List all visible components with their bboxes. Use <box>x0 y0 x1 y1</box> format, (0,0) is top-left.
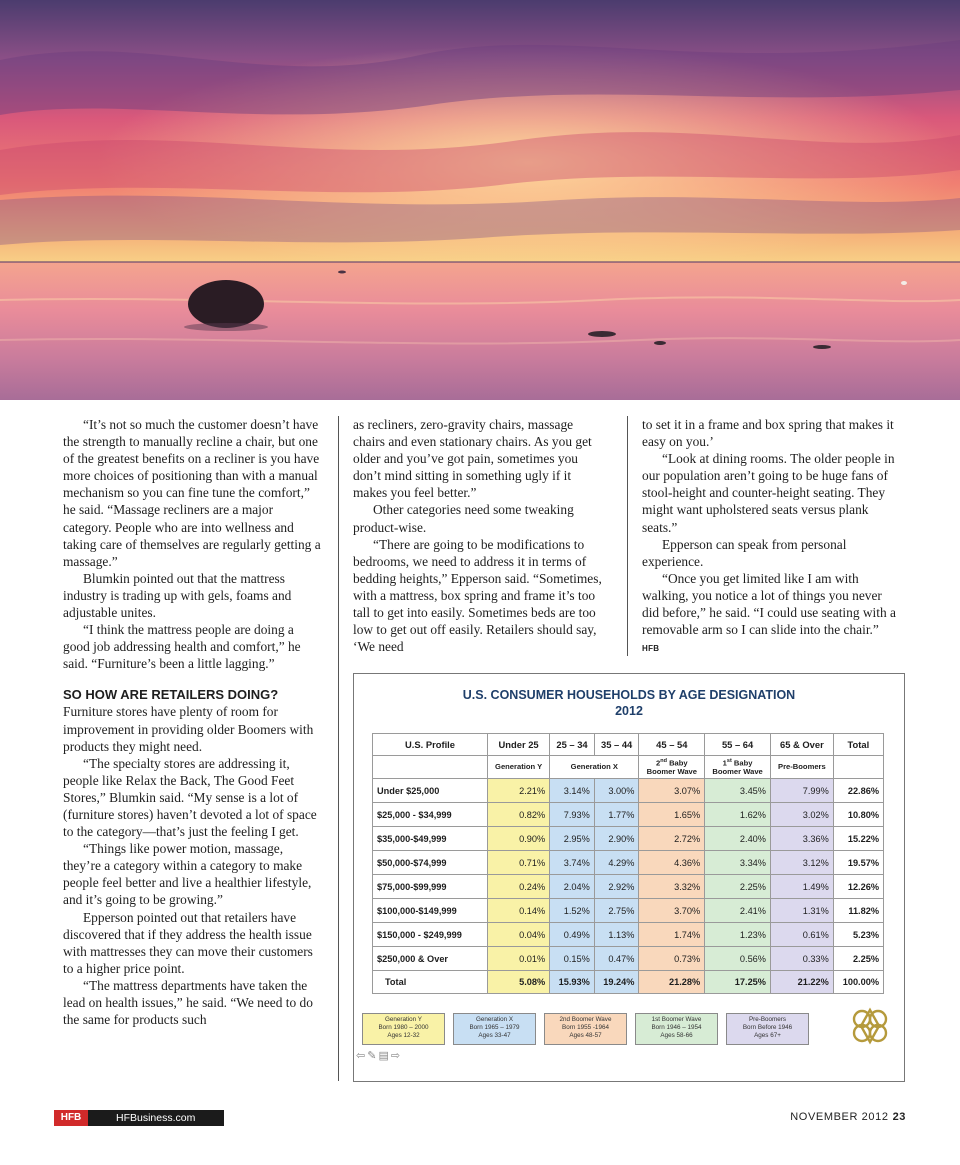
table-cell: 21.28% <box>639 971 705 994</box>
knot-logo-icon <box>848 1006 892 1046</box>
table-cell: 2.95% <box>550 827 595 851</box>
end-mark: HFB <box>642 644 660 654</box>
article-column-1 <box>63 416 321 1028</box>
row-total: 15.22% <box>833 827 883 851</box>
column-header: 35 – 44 <box>594 734 639 756</box>
legend-name: Generation X <box>475 1016 514 1023</box>
table-cell: 3.00% <box>594 779 639 803</box>
legend-born: Born 1946 – 1954 <box>651 1023 702 1031</box>
table-cell: 0.61% <box>770 923 833 947</box>
row-label: $75,000-$99,999 <box>373 875 488 899</box>
table-cell: 3.12% <box>770 851 833 875</box>
legend-name: Pre-Boomers <box>748 1016 787 1023</box>
row-total: 100.00% <box>833 971 883 994</box>
table-cell: 0.90% <box>488 827 550 851</box>
paragraph: Other categories need some tweaking product-wise. <box>353 502 574 535</box>
row-label: $150,000 - $249,999 <box>373 923 488 947</box>
table-cell: 3.34% <box>705 851 771 875</box>
row-label: Total <box>373 971 488 994</box>
column-header: Total <box>833 734 883 756</box>
row-label: $25,000 - $34,999 <box>373 803 488 827</box>
paragraph: “It’s not so much the customer doesn’t have the strength to manually recline a chair, but one of the greatest benefits on a recliner is you have more choices of positioning than with a manual mechanism so you can fine tune the comfort,” he said. “Massage recliners are a major category. People who are into wellness and taking care of themselves are regularly getting a massage.” <box>63 417 321 569</box>
article-column-3 <box>642 416 897 657</box>
table-cell: 3.02% <box>770 803 833 827</box>
table-cell: 5.08% <box>488 971 550 994</box>
households-table <box>372 733 884 994</box>
row-total: 22.86% <box>833 779 883 803</box>
back-arrow-icon[interactable]: ⇦ <box>356 1050 368 1062</box>
sunset-image <box>0 0 960 400</box>
legend-born: Born 1965 – 1979 <box>469 1023 520 1031</box>
table-row <box>373 851 884 875</box>
column-divider <box>338 416 339 1081</box>
row-total: 5.23% <box>833 923 883 947</box>
column-divider <box>627 416 628 656</box>
empty-cell <box>373 756 488 779</box>
table-cell: 0.56% <box>705 947 771 971</box>
table-subtitle: 2012 <box>615 704 643 718</box>
column-header: 55 – 64 <box>705 734 771 756</box>
table-cell: 2.75% <box>594 899 639 923</box>
table-cell: 3.74% <box>550 851 595 875</box>
table-cell: 4.29% <box>594 851 639 875</box>
table-cell: 15.93% <box>550 971 595 994</box>
column-header: U.S. Profile <box>373 734 488 756</box>
table-cell: 0.73% <box>639 947 705 971</box>
sunset-photo <box>0 0 960 400</box>
households-table-figure <box>353 673 905 1082</box>
empty-cell <box>833 756 883 779</box>
page-nav-icons <box>356 1049 402 1062</box>
table-cell: 7.93% <box>550 803 595 827</box>
legend-ages: Ages 12-32 <box>387 1031 420 1039</box>
footer-issue <box>790 1111 906 1123</box>
column-header: 45 – 54 <box>639 734 705 756</box>
legend-name: 1st Boomer Wave <box>651 1016 702 1023</box>
paragraph: “Look at dining rooms. The older people in our population aren’t going to be huge fans of stool-height and counter-height seating. They might want upholstered seats versus plank seats.” <box>642 451 895 535</box>
table-cell: 0.04% <box>488 923 550 947</box>
paragraph: as recliners, zero-gravity chairs, massage chairs and even stationary chairs. As you get older and you’ve got pain, sometimes you don’t mind sitting in something ugly if it makes you feel better.” <box>353 417 592 501</box>
table-cell: 2.90% <box>594 827 639 851</box>
table-cell: 3.32% <box>639 875 705 899</box>
table-cell: 0.15% <box>550 947 595 971</box>
row-total: 11.82% <box>833 899 883 923</box>
row-label: $50,000-$74,999 <box>373 851 488 875</box>
table-cell: 2.40% <box>705 827 771 851</box>
row-total: 10.80% <box>833 803 883 827</box>
legend-gen-y <box>362 1013 445 1045</box>
row-total: 12.26% <box>833 875 883 899</box>
table-row <box>373 779 884 803</box>
generation-label: Generation X <box>550 756 639 779</box>
paragraph: “The specialty stores are addressing it, people like Relax the Back, The Good Feet Stores,” Blumkin said. “My sense is a lot of (furniture stores) haven’t devoted a lot of space to the category—that’s just the feeling I get. <box>63 755 317 840</box>
table-cell: 1.13% <box>594 923 639 947</box>
table-cell: 2.25% <box>705 875 771 899</box>
legend-gen-x <box>453 1013 536 1045</box>
legend-born: Born 1955 -1964 <box>562 1023 609 1031</box>
legend-name: 2nd Boomer Wave <box>559 1016 612 1023</box>
forward-arrow-icon[interactable]: ⇨ <box>390 1050 403 1062</box>
legend-name: Generation Y <box>385 1016 422 1023</box>
row-label: $250,000 & Over <box>373 947 488 971</box>
row-total: 2.25% <box>833 947 883 971</box>
table-cell: 1.31% <box>770 899 833 923</box>
legend-ages: Ages 58-66 <box>660 1031 693 1039</box>
paragraph: Blumkin pointed out that the mattress industry is trading up with gels, foams and adjustable unites. <box>63 570 292 621</box>
table-cell: 0.49% <box>550 923 595 947</box>
column-header: 25 – 34 <box>550 734 595 756</box>
section-heading: SO HOW ARE RETAILERS DOING? <box>63 687 279 703</box>
legend-ages: Ages 33-47 <box>478 1031 511 1039</box>
table-title: U.S. CONSUMER HOUSEHOLDS BY AGE DESIGNATION <box>462 688 796 702</box>
paragraph: Epperson can speak from personal experience. <box>642 536 847 569</box>
table-row <box>373 803 884 827</box>
column-header: Under 25 <box>488 734 550 756</box>
table-cell: 4.36% <box>639 851 705 875</box>
paragraph: Epperson pointed out that retailers have discovered that if they address the health issue with mattresses they can move their customers to a higher price point. <box>63 909 313 976</box>
row-label: $35,000-$49,999 <box>373 827 488 851</box>
table-cell: 1.74% <box>639 923 705 947</box>
table-cell: 2.72% <box>639 827 705 851</box>
row-total: 19.57% <box>833 851 883 875</box>
table-cell: 0.14% <box>488 899 550 923</box>
issue-date: NOVEMBER 2012 <box>790 1111 889 1123</box>
table-cell: 3.14% <box>550 779 595 803</box>
table-cell: 2.21% <box>488 779 550 803</box>
paragraph: to set it in a frame and box spring that makes it easy on you.’ <box>642 417 894 450</box>
table-cell: 2.04% <box>550 875 595 899</box>
table-cell: 1.52% <box>550 899 595 923</box>
table-cell: 1.62% <box>705 803 771 827</box>
table-row <box>373 827 884 851</box>
table-body <box>373 779 884 994</box>
paragraph: “There are going to be modifications to bedrooms, we need to address it in terms of bedding heights,” Epperson said. “Sometimes, with a mattress, box spring and frame it’s too tall to get into easily. Sometimes beds are too low to get out off easily. Retailers should say, ‘We need <box>353 536 602 655</box>
legend-born: Born Before 1946 <box>742 1023 793 1031</box>
paragraph-text: “Once you get limited like I am with walking, you notice a lot of things you never did before,” he said. “I could use seating with a removable arm so I can slide into the chair.” <box>642 570 896 638</box>
table-cell: 0.24% <box>488 875 550 899</box>
table-row <box>373 947 884 971</box>
table-cell: 1.23% <box>705 923 771 947</box>
table-cell: 3.07% <box>639 779 705 803</box>
legend-ages: Ages 48-57 <box>569 1031 602 1039</box>
footer-site-bar <box>54 1110 224 1126</box>
table-cell: 3.45% <box>705 779 771 803</box>
page-number: 23 <box>892 1111 906 1123</box>
table-row <box>373 899 884 923</box>
paragraph: Furniture stores have plenty of room for improvement in providing older Boomers with products they might need. <box>63 704 314 754</box>
table-cell: 0.47% <box>594 947 639 971</box>
generation-label: 2nd Baby Boomer Wave <box>639 756 705 779</box>
table-cell: 1.65% <box>639 803 705 827</box>
table-cell: 0.01% <box>488 947 550 971</box>
table-row <box>373 923 884 947</box>
legend-1st-boomer <box>635 1013 718 1045</box>
legend-2nd-boomer <box>544 1013 627 1045</box>
table-cell: 0.82% <box>488 803 550 827</box>
footer-site-link[interactable]: HFBusiness.com <box>116 1112 196 1124</box>
table-cell: 1.77% <box>594 803 639 827</box>
table-cell: 0.33% <box>770 947 833 971</box>
table-cell: 3.70% <box>639 899 705 923</box>
table-row <box>373 875 884 899</box>
legend-pre-boomers <box>726 1013 809 1045</box>
table-cell: 2.92% <box>594 875 639 899</box>
table-cell: 21.22% <box>770 971 833 994</box>
table-cell: 0.71% <box>488 851 550 875</box>
table-cell: 3.36% <box>770 827 833 851</box>
article-column-2 <box>353 416 608 655</box>
generation-label: Pre-Boomers <box>770 756 833 779</box>
legend-born: Born 1980 – 2000 <box>378 1023 429 1031</box>
paragraph: “I think the mattress people are doing a good job addressing health and comfort,” he said. “Furniture’s been a little lagging.” <box>63 622 301 672</box>
paragraph: “The mattress departments have taken the lead on health issues,” he said. “We need to do the same for products such <box>63 977 313 1028</box>
table-header-row <box>373 734 884 756</box>
table-cell: 1.49% <box>770 875 833 899</box>
generation-label: 1st Baby Boomer Wave <box>705 756 771 779</box>
generation-header-row <box>373 756 884 779</box>
document-icon[interactable]: ▤ <box>378 1050 391 1062</box>
paragraph <box>642 570 897 657</box>
pencil-icon[interactable]: ✎ <box>367 1050 379 1062</box>
footer-badge: HFB <box>54 1110 88 1126</box>
legend-ages: Ages 67+ <box>754 1031 781 1039</box>
row-label: Under $25,000 <box>373 779 488 803</box>
paragraph: “Things like power motion, massage, they’re a category within a category to make people feel better and live a healthier lifestyle, and it’s going to be growing.” <box>63 841 312 908</box>
table-cell: 7.99% <box>770 779 833 803</box>
table-cell: 2.41% <box>705 899 771 923</box>
table-cell: 19.24% <box>594 971 639 994</box>
row-label: $100,000-$149,999 <box>373 899 488 923</box>
column-header: 65 & Over <box>770 734 833 756</box>
generation-label: Generation Y <box>488 756 550 779</box>
table-total-row <box>373 971 884 994</box>
table-cell: 17.25% <box>705 971 771 994</box>
